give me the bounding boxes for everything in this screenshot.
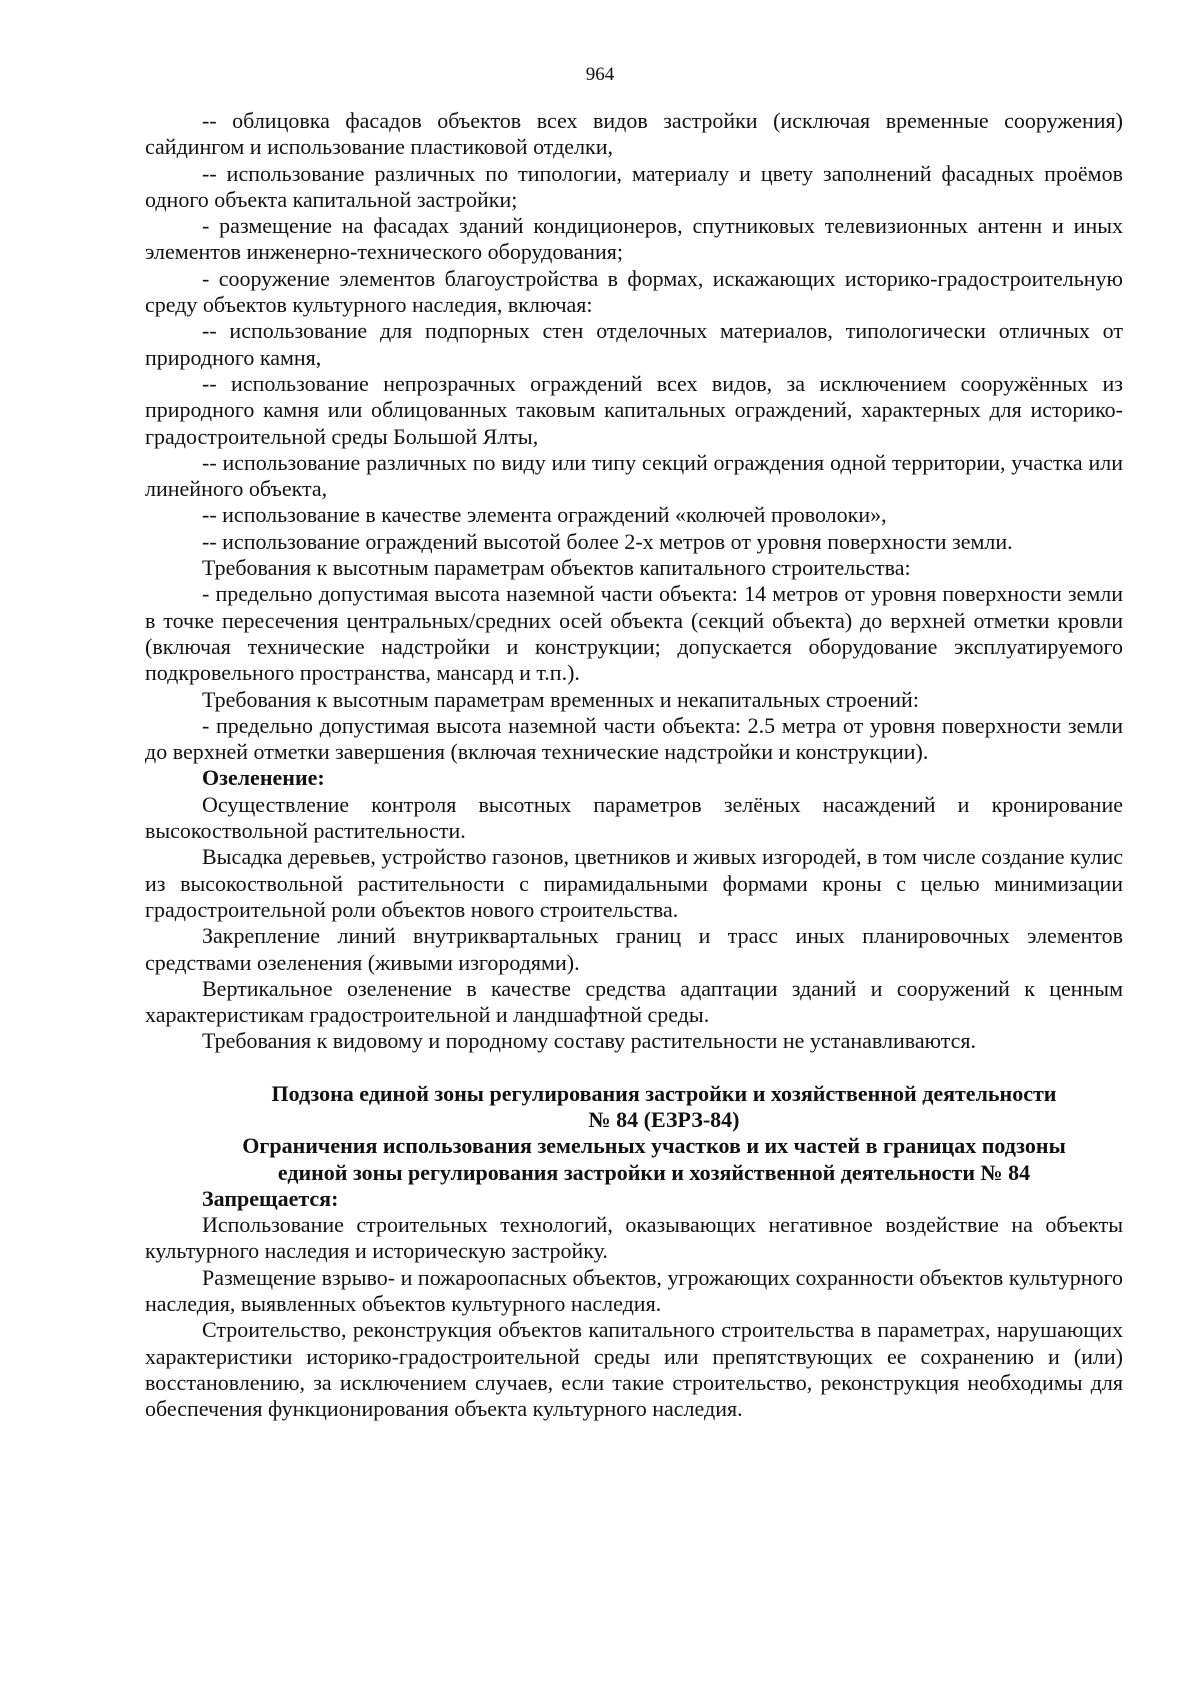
section-spacer bbox=[145, 1055, 1123, 1081]
paragraph: Использование строительных технологий, оказывающих негативное воздействие на объекты культурного наследия и историческую застройку. bbox=[145, 1212, 1123, 1264]
paragraph: Требования к видовому и породному составу растительности не устанавливаются. bbox=[202, 1028, 977, 1054]
paragraph: Строительство, реконструкция объектов капитального строительства в параметрах, нарушающих характеристики историко-градостроительной среды или препятствующих ее сохранению и (или) восстановлению, за исключением случаев, если такие строительство, реконструкция необходимы для обеспечения функционирования объекта культурного наследия. bbox=[145, 1317, 1123, 1422]
paragraph: -- использование различных по типологии, материалу и цвету заполнений фасадных проёмов одного объекта капитальной застройки; bbox=[145, 160, 1123, 212]
paragraph: -- использование в качестве элемента ограждений «колючей проволоки», bbox=[202, 502, 887, 528]
subzone-title-line: № 84 (ЕЗРЗ-84) bbox=[588, 1106, 740, 1132]
paragraph: Закрепление линий внутриквартальных границ и трасс иных планировочных элементов средствами озеленения (живыми изгородями). bbox=[145, 923, 1123, 975]
paragraph: -- использование ограждений высотой более 2-х метров от уровня поверхности земли. bbox=[202, 528, 1013, 554]
paragraph: Требования к высотным параметрам объектов капитального строительства: bbox=[202, 555, 911, 581]
subzone-title bbox=[145, 1081, 1123, 1134]
paragraph: -- использование для подпорных стен отделочных материалов, типологически отличных от природного камня, bbox=[145, 318, 1123, 370]
paragraph: - предельно допустимая высота наземной части объекта: 14 метров от уровня поверхности земли в точке пересечения центральных/средних осей объекта (секций объекта) до верхней отметки кровли (включая технические надстройки и конструкции; допускается оборудование эксплуатируемого подкровельного пространства, мансард и т.п.). bbox=[145, 581, 1123, 686]
greening-heading: Озеленение: bbox=[202, 765, 325, 791]
paragraph: Размещение взрыво- и пожароопасных объектов, угрожающих сохранности объектов культурного наследия, выявленных объектов культурного наследия. bbox=[145, 1264, 1123, 1317]
page-number: 964 bbox=[585, 64, 615, 85]
paragraph: Вертикальное озеленение в качестве средства адаптации зданий и сооружений к ценным характеристикам градостроительной и ландшафтной среды. bbox=[145, 975, 1123, 1028]
paragraph: Высадка деревьев, устройство газонов, цветников и живых изгородей, в том числе создание кулис из высокоствольной растительности с пирамидальными формами кроны с целью минимизации градостроительной роли объектов нового строительства. bbox=[145, 844, 1123, 922]
paragraph: - размещение на фасадах зданий кондиционеров, спутниковых телевизионных антенн и иных элементов инженерно-технического оборудования; bbox=[145, 213, 1123, 265]
restrictions-title-line: Ограничения использования земельных участков и их частей в границах подзоны bbox=[242, 1133, 1066, 1159]
paragraph: Требования к высотным параметрам временных и некапитальных строений: bbox=[202, 686, 919, 712]
paragraph: -- использование различных по виду или типу секций ограждения одной территории, участка или линейного объекта, bbox=[145, 449, 1123, 502]
prohibited-heading: Запрещается: bbox=[202, 1185, 339, 1211]
restrictions-title-line: единой зоны регулирования застройки и хозяйственной деятельности № 84 bbox=[277, 1159, 1031, 1185]
paragraph: - сооружение элементов благоустройства в формах, искажающих историко-градостроительную среду объектов культурного наследия, включая: bbox=[145, 265, 1123, 318]
restrictions-title bbox=[145, 1133, 1123, 1186]
paragraph: Осуществление контроля высотных параметров зелёных насаждений и кронирование высокоствольной растительности. bbox=[145, 791, 1123, 844]
document-body bbox=[145, 108, 1123, 1423]
paragraph: -- использование непрозрачных ограждений всех видов, за исключением сооружённых из природного камня или облицованных таковым капитальных ограждений, характерных для историко-градостроительной среды Большой Ялты, bbox=[145, 370, 1123, 449]
subzone-title-line: Подзона единой зоны регулирования застройки и хозяйственной деятельности bbox=[271, 1080, 1057, 1106]
paragraph: -- облицовка фасадов объектов всех видов застройки (исключая временные сооружения) сайдингом и использование пластиковой отделки, bbox=[145, 108, 1123, 160]
paragraph: - предельно допустимая высота наземной части объекта: 2.5 метра от уровня поверхности земли до верхней отметки завершения (включая технические надстройки и конструкции). bbox=[145, 712, 1123, 765]
